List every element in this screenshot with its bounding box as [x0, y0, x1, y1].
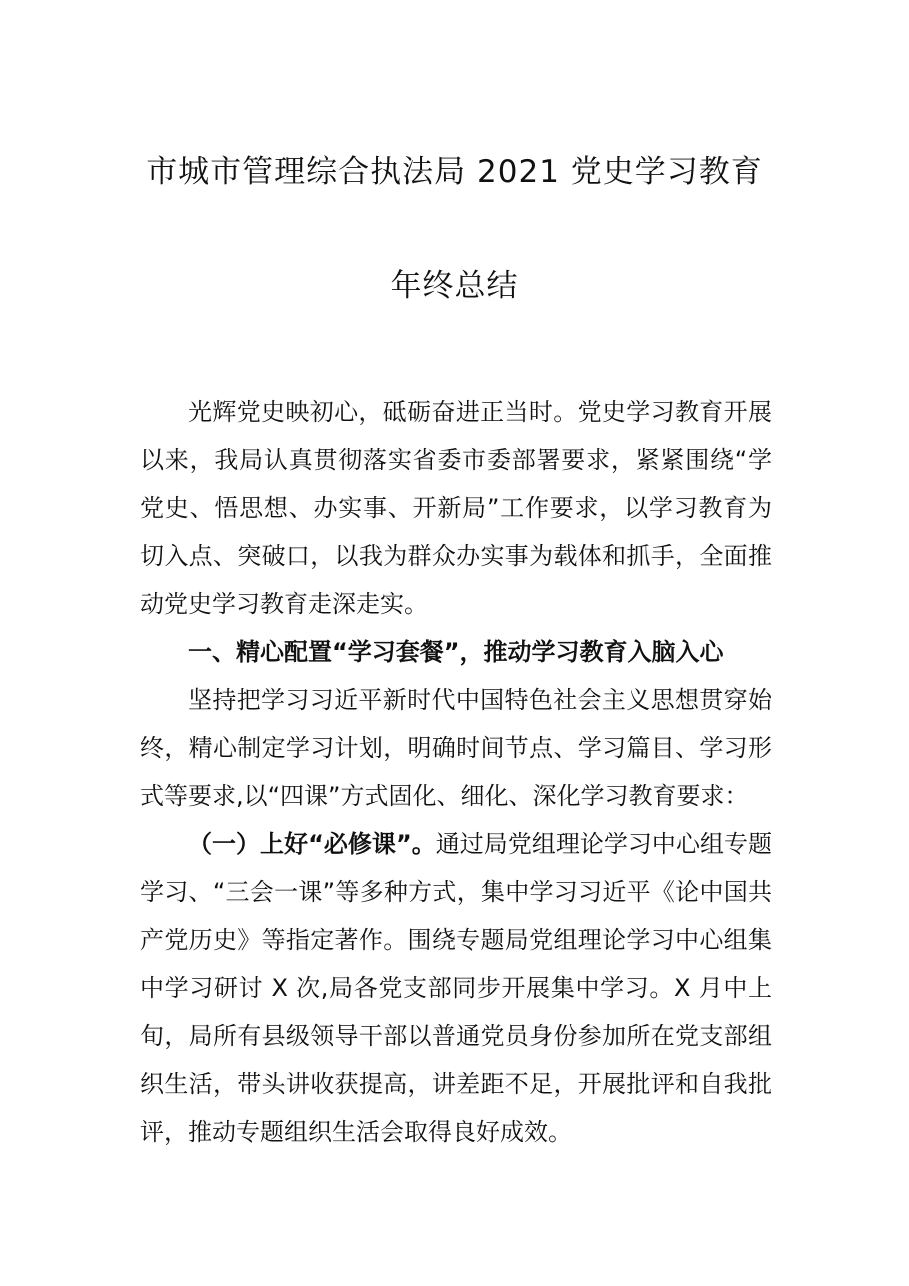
- subsection-1-text: 通过局党组理论学习中心组专题学习、“三会一课”等多种方式，集中学习习近平《论中国共产党历史》等指定著作。围绕专题局党组理论学习中心组集中学习研讨 X 次,局各党支部同步开展集中学习。X 月中上旬，局所有县级领导干部以普通党员身份参加所在党支部组织生活，带头讲收获提高，讲差距不足，开展批评和自我批评，推动专题组织生活会取得良好成效。: [140, 830, 773, 1146]
- document-title-line-2: 年终总结: [390, 268, 519, 304]
- section-1-paragraph: 坚持把学习习近平新时代中国特色社会主义思想贯穿始终，精心制定学习计划，明确时间节点、学习篇目、学习形式等要求,以“四课”方式固化、细化、深化学习教育要求：: [140, 686, 772, 810]
- subsection-1-lead: （一）上好“必修课”。: [188, 830, 436, 858]
- document-title-line-1: 市城市管理综合执法局 2021 党史学习教育: [146, 154, 763, 190]
- document-body: [140, 388, 772, 1156]
- intro-paragraph: 光辉党史映初心，砥砺奋进正当时。党史学习教育开展以来，我局认真贯彻落实省委市委部署要求，紧紧围绕“学党史、悟思想、办实事、开新局”工作要求，以学习教育为切入点、突破口，以我为群众办实事为载体和抓手，全面推动党史学习教育走深走实。: [140, 398, 772, 618]
- subsection-1-paragraph: [140, 820, 772, 1156]
- section-1-heading: 一、精心配置“学习套餐”，推动学习教育入脑入心: [188, 638, 724, 666]
